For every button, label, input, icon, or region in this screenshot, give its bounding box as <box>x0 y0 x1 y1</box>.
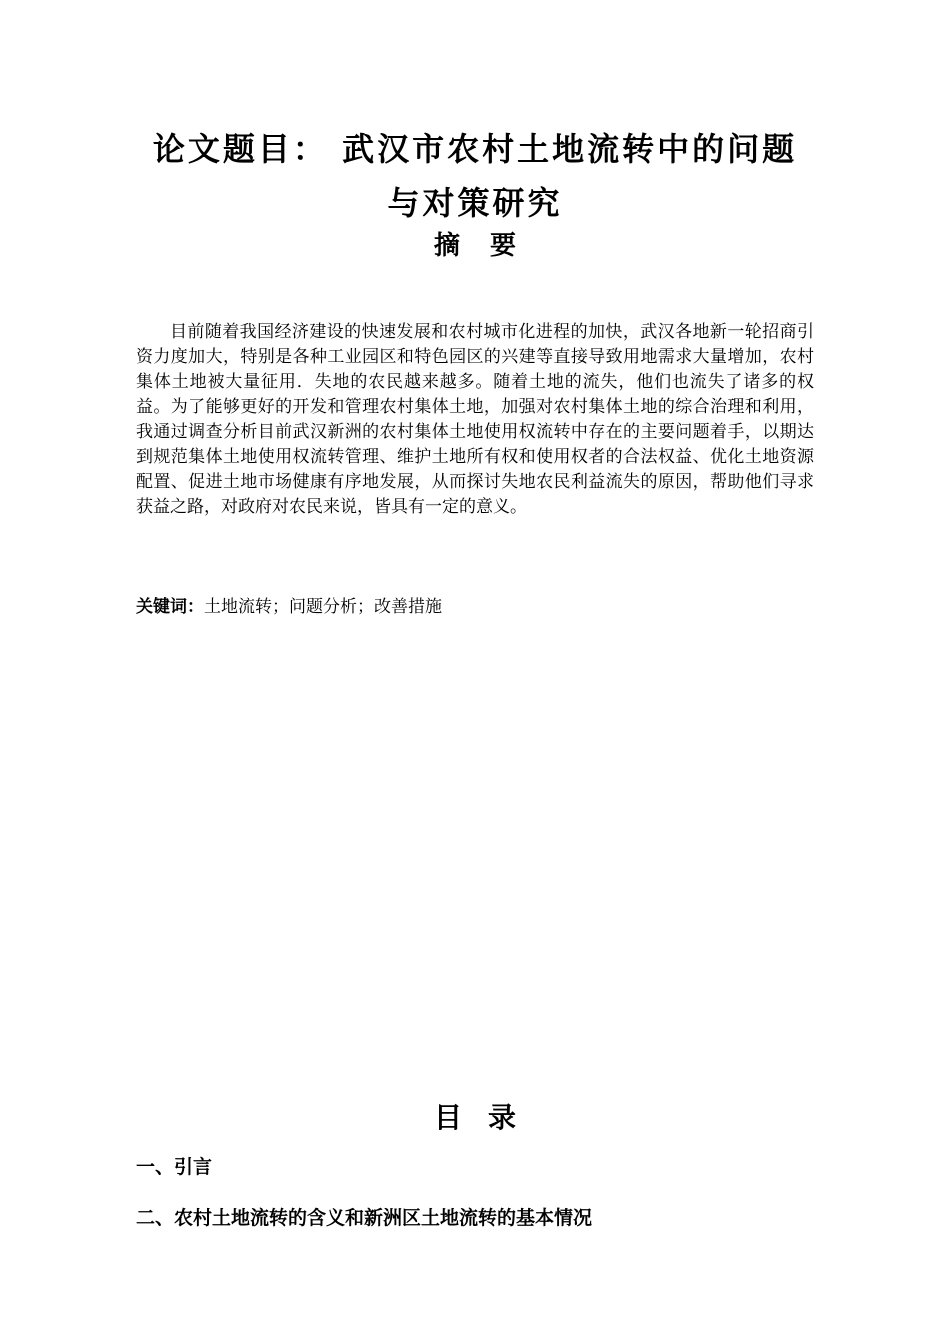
keywords-label: 关键词： <box>136 597 204 617</box>
paper-title-line-2: 与对策研究 <box>387 184 563 222</box>
toc-heading: 目录 <box>433 1101 542 1134</box>
abstract-heading: 摘要 <box>433 231 546 261</box>
toc-item-introduction: 一、引言 <box>136 1156 213 1178</box>
abstract-body: 目前随着我国经济建设的快速发展和农村城市化进程的加快，武汉各地新一轮招商引资力度加大，特别是各种工业园区和特色园区的兴建等直接导致用地需求大量增加，农村集体土地被大量征用．失地的农民越来越多。随着土地的流失，他们也流失了诸多的权益。为了能够更好的开发和管理农村集体土地，加强对农村集体土地的综合治理和利用，我通过调查分析目前武汉新洲的农村集体土地使用权流转中存在的主要问题着手，以期达到规范集体土地使用权流转管理、维护土地所有权和使用权者的合法权益、优化土地资源配置、促进土地市场健康有序地发展，从而探讨失地农民利益流失的原因，帮助他们寻求获益之路，对政府对农民来说，皆具有一定的意义。 <box>136 322 814 517</box>
paper-title <box>136 122 814 230</box>
keywords-value: 土地流转；问题分析；改善措施 <box>204 597 442 617</box>
toc-item-land-transfer: 二、农村土地流转的含义和新洲区土地流转的基本情况 <box>136 1207 593 1229</box>
keywords <box>136 594 814 620</box>
paper-title-line-1: 论文题目： 武汉市农村土地流转中的问题 <box>152 130 798 168</box>
